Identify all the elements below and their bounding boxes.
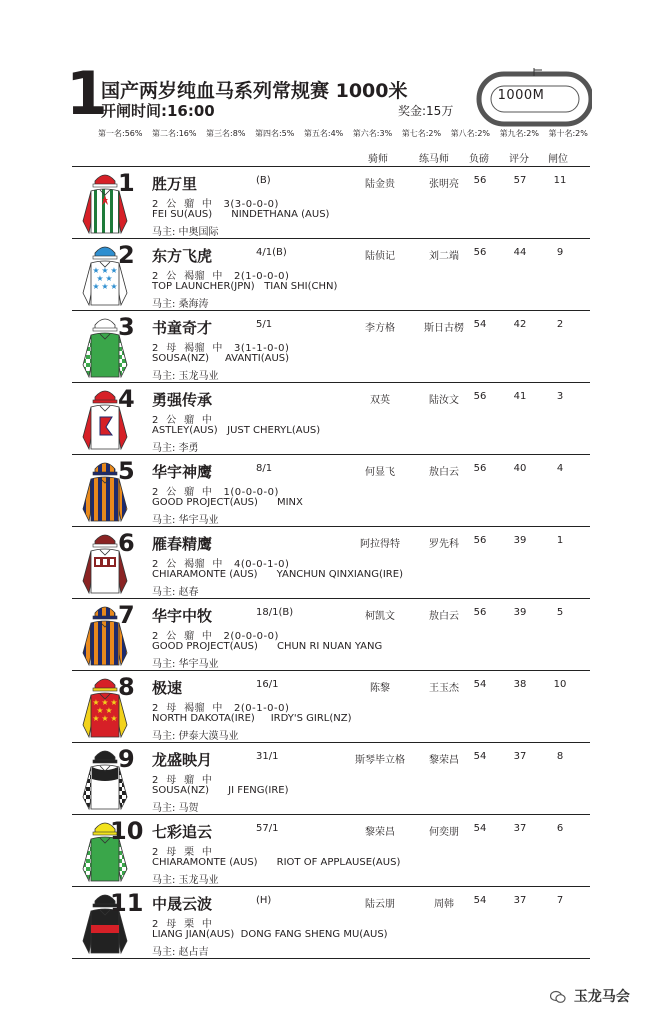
weight-value: 54 [473,751,487,762]
trainer-name: 王玉杰 [429,683,459,694]
jockey-name: 斯琴毕立格 [355,755,405,766]
horse-details: 2 母 栗 中 [152,847,213,858]
horse-pedigree: ASTLEY(AUS) JUST CHERYL(AUS) [152,425,321,436]
horse-owner: 马主: 伊泰大漠马业 [152,731,239,742]
horse-details: 2 公 骝 中 2(0-0-0-0) [152,631,279,642]
horse-owner: 马主: 赵占吉 [152,947,209,958]
jockey-name: 陆金贵 [365,179,395,190]
weight-value: 56 [473,607,487,618]
runner-row [72,598,590,670]
race-header [0,0,660,165]
prize-share: 第二名:16% [152,129,197,138]
horse-name: 雁春精鹰 [152,535,213,553]
horse-owner: 马主: 中奥国际 [152,227,219,238]
trainer-name: 张明亮 [429,179,459,190]
race-start-time: 开闸时间:16:00 [101,102,215,120]
horse-pedigree: SOUSA(NZ) AVANTI(AUS) [152,353,290,364]
gate-value: 6 [556,823,564,834]
trainer-name: 罗先科 [429,539,459,550]
runner-number: 6 [118,529,135,557]
svg-text:★: ★ [110,282,118,291]
svg-text:★: ★ [110,266,118,275]
runner-row [72,454,590,526]
rating-value: 40 [513,463,527,474]
prize-distribution [98,128,588,139]
svg-text:★: ★ [105,274,113,283]
runner-number: 5 [118,457,135,485]
runner-number: 3 [118,313,135,341]
horse-details: 2 公 骝 中 [152,415,213,426]
column-trainer: 练马师 [419,154,449,165]
horse-owner: 马主: 马贺 [152,803,199,814]
svg-text:★: ★ [105,706,113,715]
runner-row [72,742,590,814]
runner-row [72,526,590,598]
jockey-name: 陆侦记 [365,251,395,262]
prize-share: 第十名:2% [548,129,588,138]
weight-value: 56 [473,247,487,258]
jockey-name: 柯凯文 [365,611,395,622]
horse-pedigree: GOOD PROJECT(AUS) MINX [152,497,303,508]
runner-list [72,166,590,959]
horse-name: 华宇神鹰 [152,463,213,481]
race-number: 1 [66,59,108,129]
trainer-name: 何奕朋 [429,827,459,838]
runner-row [72,886,590,959]
horse-name: 书童奇才 [152,319,213,337]
svg-text:★: ★ [110,714,118,723]
gate-value: 7 [556,895,564,906]
horse-name: 中晟云波 [152,895,213,913]
race-prize: 奖金:15万 [398,104,454,118]
jockey-name: 双英 [370,395,390,406]
horse-pedigree: TOP LAUNCHER(JPN) TIAN SHI(CHN) [152,281,338,292]
prize-share: 第八名:2% [450,129,491,138]
gate-value: 5 [556,607,564,618]
horse-owner: 马主: 华宇马业 [152,515,219,526]
runner-number: 8 [118,673,135,701]
trainer-name: 刘二端 [429,251,459,262]
jockey-name: 阿拉得特 [360,539,400,550]
horse-pedigree: SOUSA(NZ) JI FENG(IRE) [152,785,289,796]
watermark-text: 玉龙马会 [573,989,630,1005]
horse-pedigree: CHIARAMONTE (AUS) RIOT OF APPLAUSE(AUS) [152,857,401,868]
runner-row [72,310,590,382]
svg-text:★: ★ [96,706,104,715]
horse-details: 2 母 骝 中 [152,775,213,786]
horse-details: 2 母 褐骝 中 3(1-1-0-0) [152,343,290,354]
weight-value: 56 [473,535,487,546]
rating-value: 44 [513,247,527,258]
weight-value: 54 [473,319,487,330]
horse-details: 2 公 褐骝 中 4(0-0-1-0) [152,559,290,570]
rating-value: 38 [513,679,527,690]
watermark [550,986,630,1006]
runner-number: 1 [118,169,135,197]
svg-text:★: ★ [101,266,109,275]
horse-pedigree: NORTH DAKOTA(IRE) IRDY'S GIRL(NZ) [152,713,352,724]
horse-name: 龙盛映月 [152,751,213,769]
prize-share: 第五名:4% [303,129,344,138]
prize-share: 第四名:5% [254,129,295,138]
rating-value: 39 [513,535,527,546]
race-title: 国产两岁纯血马系列常规赛 1000米 [101,80,408,102]
horse-name: 东方飞虎 [152,247,213,265]
trainer-name: 陆汝文 [429,395,459,406]
prize-share: 第一名:56% [98,129,143,138]
gate-value: 3 [556,391,564,402]
weight-value: 54 [473,679,487,690]
runner-number: 9 [118,745,135,773]
horse-odds: 4/1(B) [256,247,287,258]
column-weight: 负磅 [469,154,489,165]
rating-value: 42 [513,319,527,330]
prize-share: 第七名:2% [401,129,442,138]
horse-name: 极速 [152,679,183,697]
runner-number: 10 [110,817,144,845]
horse-odds: (B) [256,175,271,186]
runner-number: 11 [110,889,144,917]
rating-value: 57 [513,175,527,186]
horse-pedigree: GOOD PROJECT(AUS) CHUN RI NUAN YANG [152,641,383,652]
prize-share: 第九名:2% [499,129,539,138]
gate-value: 2 [556,319,564,330]
wechat-icon [550,989,566,1005]
horse-pedigree: FEI SU(AUS) NINDETHANA (AUS) [152,209,330,220]
runner-row [72,814,590,886]
horse-owner: 马主: 桑海涛 [152,299,209,310]
svg-text:★: ★ [101,698,109,707]
horse-details: 2 母 栗 中 [152,919,213,930]
horse-pedigree: LIANG JIAN(AUS) DONG FANG SHENG MU(AUS) [152,929,388,940]
horse-owner: 马主: 赵春 [152,587,199,598]
weight-value: 56 [473,463,487,474]
horse-details: 2 公 骝 中 3(3-0-0-0) [152,199,279,210]
horse-details: 2 公 褐骝 中 2(1-0-0-0) [152,271,290,282]
rating-value: 39 [513,607,527,618]
horse-odds: 8/1 [256,463,273,474]
runner-number: 2 [118,241,135,269]
svg-text:★: ★ [101,282,109,291]
prize-share: 第三名:8% [206,129,246,138]
runner-row [72,238,590,310]
horse-owner: 马主: 玉龙马业 [152,371,219,382]
runner-row [72,166,590,238]
column-jockey: 骑师 [368,154,388,165]
trainer-name: 敖白云 [429,611,459,622]
weight-value: 54 [473,895,487,906]
weight-value: 56 [473,175,487,186]
horse-name: 华宇中牧 [152,607,213,625]
gate-value: 1 [556,535,564,546]
prize-share: 第六名:3% [352,129,393,138]
weight-value: 54 [473,823,487,834]
runner-number: 7 [118,601,135,629]
horse-details: 2 母 褐骝 中 2(0-1-0-0) [152,703,290,714]
trainer-name: 敖白云 [429,467,459,478]
horse-odds: 31/1 [256,751,279,762]
jockey-name: 黎荣昌 [365,827,395,838]
column-rating: 评分 [509,154,529,165]
horse-odds: (H) [256,895,272,906]
horse-details: 2 公 骝 中 1(0-0-0-0) [152,487,279,498]
rating-value: 41 [513,391,527,402]
horse-owner: 马主: 华宇马业 [152,659,219,670]
rating-value: 37 [513,895,527,906]
weight-value: 56 [473,391,487,402]
horse-odds: 57/1 [256,823,279,834]
horse-owner: 马主: 李勇 [152,443,199,454]
trainer-name: 周韩 [434,899,454,910]
svg-text:★: ★ [92,266,100,275]
horse-odds: 16/1 [256,679,279,690]
runner-number: 4 [118,385,135,413]
jockey-name: 李方格 [365,323,395,334]
gate-value: 10 [553,679,567,690]
track-distance: 1000M [497,88,545,103]
horse-odds: 5/1 [256,319,273,330]
gate-value: 9 [556,247,564,258]
gate-value: 4 [556,463,564,474]
jockey-name: 陈黎 [370,683,390,694]
horse-name: 勇强传承 [152,391,213,409]
trainer-name: 斯日古楞 [424,323,464,334]
horse-odds: 18/1(B) [256,607,294,618]
runner-row [72,382,590,454]
svg-text:★: ★ [96,274,104,283]
svg-text:★: ★ [92,714,100,723]
svg-text:★: ★ [92,698,100,707]
horse-owner: 马主: 玉龙马业 [152,875,219,886]
svg-text:★: ★ [101,714,109,723]
column-gate: 闸位 [548,154,568,165]
rating-value: 37 [513,823,527,834]
horse-name: 胜万里 [152,175,198,193]
gate-value: 11 [553,175,567,186]
svg-text:★: ★ [110,698,118,707]
jockey-name: 何显飞 [365,467,395,478]
rating-value: 37 [513,751,527,762]
horse-name: 七彩追云 [152,823,213,841]
trainer-name: 黎荣昌 [429,755,459,766]
jockey-name: 陆云朋 [365,899,395,910]
svg-text:★: ★ [92,282,100,291]
horse-pedigree: CHIARAMONTE (AUS) YANCHUN QINXIANG(IRE) [152,569,403,580]
gate-value: 8 [556,751,564,762]
runner-row [72,670,590,742]
